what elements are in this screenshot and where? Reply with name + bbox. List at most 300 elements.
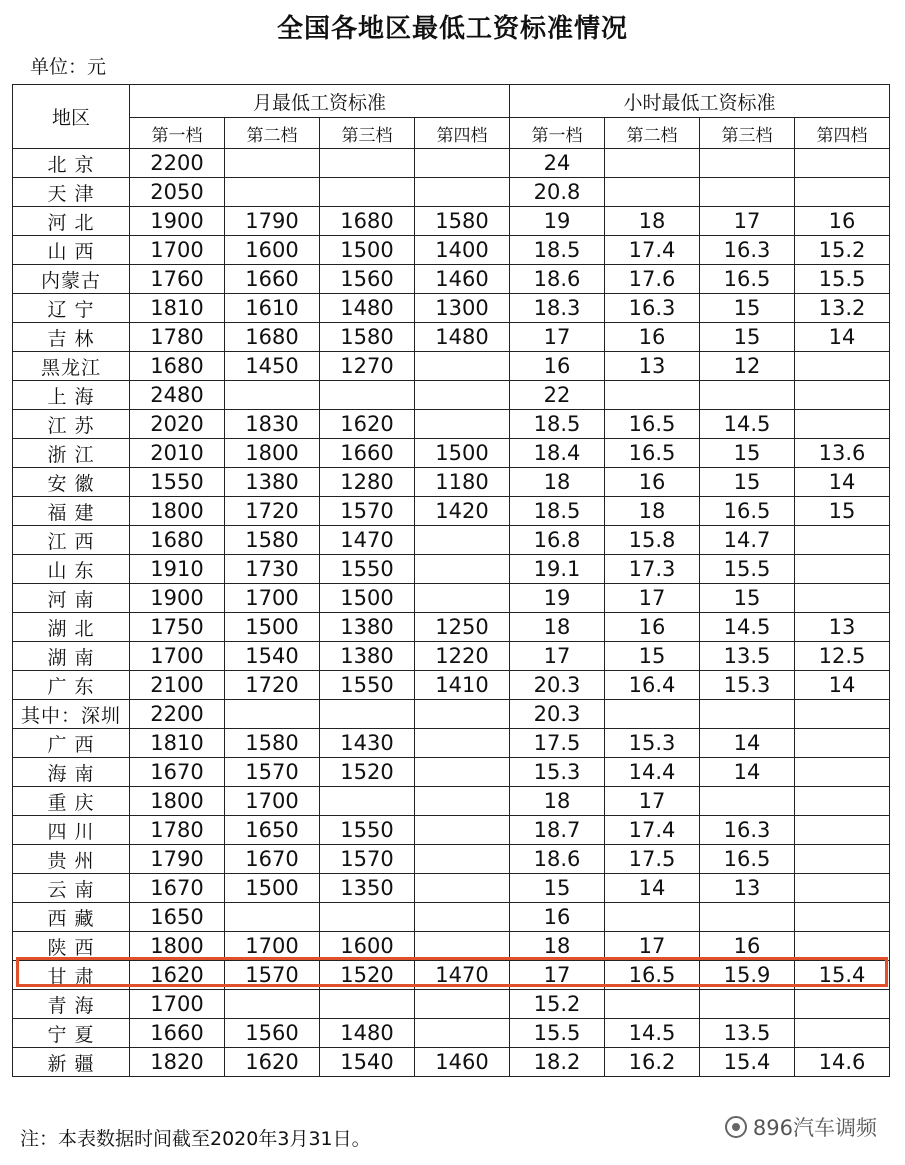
table-row <box>13 236 890 265</box>
hourly-tier-4-cell <box>795 381 890 410</box>
monthly-tier-3-cell <box>320 903 415 932</box>
monthly-tier-3-cell: 1350 <box>320 874 415 903</box>
monthly-tier-1-cell: 1810 <box>130 294 225 323</box>
hourly-tier-2-cell: 14.5 <box>605 1019 700 1048</box>
monthly-tier-4-cell <box>415 149 510 178</box>
monthly-tier-2-cell <box>225 700 320 729</box>
region-cell: 江 苏 <box>13 410 130 439</box>
hourly-tier-2-cell: 16.5 <box>605 410 700 439</box>
hourly-tier-2-cell: 13 <box>605 352 700 381</box>
table-row <box>13 265 890 294</box>
hourly-tier-1-cell: 18.5 <box>510 236 605 265</box>
monthly-tier-4-cell <box>415 1019 510 1048</box>
watermark <box>725 1112 877 1142</box>
hourly-tier-3-cell: 15 <box>700 439 795 468</box>
hourly-tier-2-cell <box>605 990 700 1019</box>
hourly-tier-3-cell: 17 <box>700 207 795 236</box>
region-cell: 浙 江 <box>13 439 130 468</box>
monthly-tier-4-cell: 1300 <box>415 294 510 323</box>
monthly-tier-1-cell: 1900 <box>130 584 225 613</box>
monthly-tier-3-header: 第三档 <box>320 118 415 149</box>
hourly-tier-2-cell <box>605 178 700 207</box>
hourly-tier-4-cell: 14 <box>795 323 890 352</box>
monthly-tier-4-cell: 1470 <box>415 961 510 990</box>
region-cell: 海 南 <box>13 758 130 787</box>
monthly-tier-4-cell <box>415 903 510 932</box>
monthly-tier-3-cell: 1380 <box>320 642 415 671</box>
hourly-tier-3-cell: 13.5 <box>700 642 795 671</box>
monthly-tier-3-cell: 1600 <box>320 932 415 961</box>
monthly-tier-1-cell: 1910 <box>130 555 225 584</box>
monthly-tier-1-cell: 2200 <box>130 700 225 729</box>
hourly-tier-4-cell: 14 <box>795 671 890 700</box>
monthly-tier-1-cell: 1670 <box>130 758 225 787</box>
hourly-tier-4-cell <box>795 410 890 439</box>
monthly-tier-1-cell: 1790 <box>130 845 225 874</box>
hourly-tier-1-cell: 15 <box>510 874 605 903</box>
monthly-tier-1-cell: 1820 <box>130 1048 225 1077</box>
monthly-tier-1-cell: 1780 <box>130 816 225 845</box>
hourly-tier-3-cell: 15.9 <box>700 961 795 990</box>
monthly-tier-2-header: 第二档 <box>225 118 320 149</box>
region-header: 地区 <box>13 85 130 149</box>
monthly-tier-3-cell <box>320 381 415 410</box>
region-cell: 四 川 <box>13 816 130 845</box>
hourly-tier-2-cell: 18 <box>605 497 700 526</box>
page-title: 全国各地区最低工资标准情况 <box>276 14 628 44</box>
monthly-tier-1-cell: 1810 <box>130 729 225 758</box>
monthly-tier-4-cell: 1220 <box>415 642 510 671</box>
monthly-tier-4-cell: 1480 <box>415 323 510 352</box>
region-cell: 湖 南 <box>13 642 130 671</box>
region-cell: 甘 肃 <box>13 961 130 990</box>
minimum-wage-table <box>12 84 890 1077</box>
hourly-tier-1-cell: 19 <box>510 584 605 613</box>
monthly-tier-2-cell: 1450 <box>225 352 320 381</box>
monthly-tier-3-cell: 1380 <box>320 613 415 642</box>
monthly-tier-3-cell <box>320 787 415 816</box>
monthly-tier-4-cell <box>415 584 510 613</box>
hourly-tier-1-cell: 18 <box>510 787 605 816</box>
hourly-tier-1-cell: 20.3 <box>510 700 605 729</box>
hourly-tier-3-cell: 16.3 <box>700 236 795 265</box>
hourly-tier-3-cell: 14 <box>700 729 795 758</box>
hourly-tier-1-cell: 18.6 <box>510 265 605 294</box>
monthly-tier-3-cell: 1470 <box>320 526 415 555</box>
monthly-tier-4-cell: 1410 <box>415 671 510 700</box>
hourly-tier-4-cell <box>795 352 890 381</box>
monthly-tier-3-cell: 1550 <box>320 671 415 700</box>
monthly-tier-4-cell: 1580 <box>415 207 510 236</box>
monthly-tier-3-cell: 1660 <box>320 439 415 468</box>
hourly-tier-1-cell: 20.8 <box>510 178 605 207</box>
monthly-tier-4-cell <box>415 787 510 816</box>
monthly-tier-2-cell: 1580 <box>225 526 320 555</box>
hourly-tier-4-cell <box>795 149 890 178</box>
hourly-tier-1-cell: 18.6 <box>510 845 605 874</box>
monthly-tier-4-cell: 1250 <box>415 613 510 642</box>
monthly-tier-4-cell <box>415 410 510 439</box>
hourly-tier-2-cell: 17.4 <box>605 236 700 265</box>
hourly-tier-3-cell: 15 <box>700 294 795 323</box>
hourly-tier-3-cell: 15.5 <box>700 555 795 584</box>
hourly-tier-2-header: 第二档 <box>605 118 700 149</box>
hourly-tier-2-cell: 14 <box>605 874 700 903</box>
hourly-tier-1-cell: 18.2 <box>510 1048 605 1077</box>
region-cell: 辽 宁 <box>13 294 130 323</box>
hourly-tier-1-cell: 18.5 <box>510 410 605 439</box>
region-cell: 新 疆 <box>13 1048 130 1077</box>
hourly-tier-2-cell <box>605 381 700 410</box>
region-cell: 云 南 <box>13 874 130 903</box>
region-cell: 河 南 <box>13 584 130 613</box>
monthly-tier-1-cell: 1800 <box>130 787 225 816</box>
hourly-tier-1-cell: 18.5 <box>510 497 605 526</box>
monthly-tier-1-cell: 1780 <box>130 323 225 352</box>
monthly-tier-1-cell: 1750 <box>130 613 225 642</box>
hourly-tier-1-cell: 18.4 <box>510 439 605 468</box>
hourly-tier-3-cell: 15 <box>700 323 795 352</box>
hourly-tier-4-cell: 15.5 <box>795 265 890 294</box>
hourly-tier-3-cell: 16.3 <box>700 816 795 845</box>
region-cell: 广 西 <box>13 729 130 758</box>
monthly-tier-1-cell: 2050 <box>130 178 225 207</box>
monthly-tier-3-cell <box>320 990 415 1019</box>
monthly-tier-2-cell: 1500 <box>225 874 320 903</box>
table-row <box>13 410 890 439</box>
hourly-tier-4-cell <box>795 729 890 758</box>
hourly-tier-2-cell: 18 <box>605 207 700 236</box>
hourly-tier-4-cell <box>795 932 890 961</box>
monthly-tier-3-cell: 1520 <box>320 758 415 787</box>
hourly-tier-2-cell: 15.8 <box>605 526 700 555</box>
hourly-tier-3-cell: 13.5 <box>700 1019 795 1048</box>
hourly-tier-4-cell <box>795 700 890 729</box>
hourly-tier-4-cell <box>795 874 890 903</box>
table-row <box>13 207 890 236</box>
monthly-tier-3-cell <box>320 149 415 178</box>
hourly-tier-4-cell: 12.5 <box>795 642 890 671</box>
hourly-tier-1-cell: 18.3 <box>510 294 605 323</box>
monthly-tier-2-cell: 1660 <box>225 265 320 294</box>
monthly-tier-2-cell: 1730 <box>225 555 320 584</box>
region-cell: 陕 西 <box>13 932 130 961</box>
hourly-tier-4-cell: 13 <box>795 613 890 642</box>
hourly-tier-4-cell <box>795 1019 890 1048</box>
monthly-tier-4-cell <box>415 381 510 410</box>
monthly-tier-1-cell: 1670 <box>130 874 225 903</box>
monthly-tier-3-cell: 1560 <box>320 265 415 294</box>
monthly-tier-2-cell: 1700 <box>225 584 320 613</box>
region-cell: 福 建 <box>13 497 130 526</box>
monthly-tier-1-cell: 2200 <box>130 149 225 178</box>
monthly-tier-2-cell: 1720 <box>225 671 320 700</box>
monthly-tier-4-cell <box>415 352 510 381</box>
hourly-tier-1-cell: 16 <box>510 352 605 381</box>
hourly-tier-2-cell: 17.3 <box>605 555 700 584</box>
monthly-tier-4-cell: 1180 <box>415 468 510 497</box>
table-row <box>13 671 890 700</box>
monthly-tier-4-cell: 1460 <box>415 265 510 294</box>
hourly-tier-4-cell <box>795 990 890 1019</box>
monthly-tier-2-cell: 1610 <box>225 294 320 323</box>
hourly-tier-1-cell: 17 <box>510 642 605 671</box>
monthly-tier-2-cell: 1580 <box>225 729 320 758</box>
monthly-tier-2-cell: 1570 <box>225 961 320 990</box>
monthly-tier-4-cell: 1460 <box>415 1048 510 1077</box>
region-cell: 上 海 <box>13 381 130 410</box>
hourly-tier-3-cell: 14 <box>700 758 795 787</box>
monthly-tier-1-cell: 1680 <box>130 352 225 381</box>
monthly-tier-4-cell <box>415 874 510 903</box>
table-row <box>13 497 890 526</box>
monthly-tier-3-cell: 1270 <box>320 352 415 381</box>
region-cell: 黑龙江 <box>13 352 130 381</box>
hourly-tier-2-cell: 16.5 <box>605 439 700 468</box>
hourly-tier-1-header: 第一档 <box>510 118 605 149</box>
table-row <box>13 613 890 642</box>
monthly-tier-2-cell: 1830 <box>225 410 320 439</box>
table-row <box>13 787 890 816</box>
hourly-tier-3-cell: 16 <box>700 932 795 961</box>
hourly-tier-1-cell: 16.8 <box>510 526 605 555</box>
hourly-tier-3-cell <box>700 149 795 178</box>
monthly-tier-2-cell: 1720 <box>225 497 320 526</box>
region-cell: 西 藏 <box>13 903 130 932</box>
table-row <box>13 323 890 352</box>
region-cell: 广 东 <box>13 671 130 700</box>
hourly-tier-1-cell: 22 <box>510 381 605 410</box>
hourly-tier-3-cell: 15 <box>700 584 795 613</box>
table-row <box>13 729 890 758</box>
hourly-tier-2-cell: 16 <box>605 468 700 497</box>
hourly-tier-4-cell <box>795 903 890 932</box>
table-row <box>13 526 890 555</box>
monthly-header: 月最低工资标准 <box>130 85 510 118</box>
hourly-tier-3-cell: 12 <box>700 352 795 381</box>
wechat-channel-icon <box>725 1116 747 1138</box>
region-cell: 内蒙古 <box>13 265 130 294</box>
hourly-tier-3-cell <box>700 178 795 207</box>
region-cell: 吉 林 <box>13 323 130 352</box>
hourly-tier-4-cell: 14.6 <box>795 1048 890 1077</box>
region-cell: 北 京 <box>13 149 130 178</box>
monthly-tier-2-cell: 1620 <box>225 1048 320 1077</box>
monthly-tier-4-cell <box>415 700 510 729</box>
hourly-tier-1-cell: 18 <box>510 468 605 497</box>
monthly-tier-4-cell <box>415 178 510 207</box>
hourly-tier-2-cell <box>605 903 700 932</box>
table-row <box>13 439 890 468</box>
table-row <box>13 381 890 410</box>
monthly-tier-2-cell: 1570 <box>225 758 320 787</box>
monthly-tier-2-cell: 1560 <box>225 1019 320 1048</box>
monthly-tier-1-cell: 1660 <box>130 1019 225 1048</box>
monthly-tier-1-cell: 2480 <box>130 381 225 410</box>
hourly-tier-4-cell <box>795 584 890 613</box>
hourly-tier-2-cell: 14.4 <box>605 758 700 787</box>
hourly-tier-2-cell: 17.5 <box>605 845 700 874</box>
hourly-tier-4-cell <box>795 787 890 816</box>
monthly-tier-3-cell: 1480 <box>320 1019 415 1048</box>
monthly-tier-1-cell: 1700 <box>130 236 225 265</box>
hourly-tier-4-cell: 16 <box>795 207 890 236</box>
monthly-tier-4-cell: 1420 <box>415 497 510 526</box>
monthly-tier-4-cell <box>415 526 510 555</box>
hourly-tier-1-cell: 20.3 <box>510 671 605 700</box>
hourly-tier-4-cell <box>795 758 890 787</box>
table-row <box>13 468 890 497</box>
monthly-tier-1-cell: 1620 <box>130 961 225 990</box>
monthly-tier-2-cell: 1680 <box>225 323 320 352</box>
table-row <box>13 932 890 961</box>
hourly-tier-2-cell: 17 <box>605 787 700 816</box>
table-row <box>13 758 890 787</box>
region-cell: 其中：深圳 <box>13 700 130 729</box>
table-row <box>13 642 890 671</box>
hourly-tier-1-cell: 15.3 <box>510 758 605 787</box>
monthly-tier-1-cell: 1550 <box>130 468 225 497</box>
region-cell: 宁 夏 <box>13 1019 130 1048</box>
monthly-tier-3-cell: 1480 <box>320 294 415 323</box>
hourly-tier-2-cell: 16 <box>605 323 700 352</box>
hourly-tier-3-cell: 16.5 <box>700 845 795 874</box>
monthly-tier-1-cell: 1900 <box>130 207 225 236</box>
monthly-tier-2-cell: 1380 <box>225 468 320 497</box>
monthly-tier-4-cell <box>415 729 510 758</box>
monthly-tier-2-cell: 1600 <box>225 236 320 265</box>
monthly-tier-2-cell <box>225 381 320 410</box>
monthly-tier-2-cell <box>225 990 320 1019</box>
hourly-tier-3-cell <box>700 787 795 816</box>
monthly-tier-3-cell <box>320 178 415 207</box>
monthly-tier-2-cell: 1790 <box>225 207 320 236</box>
monthly-tier-2-cell: 1650 <box>225 816 320 845</box>
hourly-tier-4-cell <box>795 526 890 555</box>
monthly-tier-1-cell: 1700 <box>130 642 225 671</box>
monthly-tier-1-header: 第一档 <box>130 118 225 149</box>
monthly-tier-3-cell: 1500 <box>320 584 415 613</box>
hourly-tier-2-cell: 17.4 <box>605 816 700 845</box>
monthly-tier-1-cell: 1760 <box>130 265 225 294</box>
monthly-tier-2-cell <box>225 178 320 207</box>
hourly-tier-4-cell: 13.6 <box>795 439 890 468</box>
monthly-tier-4-cell <box>415 555 510 584</box>
hourly-tier-1-cell: 19 <box>510 207 605 236</box>
monthly-tier-2-cell: 1700 <box>225 932 320 961</box>
region-cell: 重 庆 <box>13 787 130 816</box>
table-row <box>13 845 890 874</box>
monthly-tier-3-cell: 1550 <box>320 816 415 845</box>
monthly-tier-1-cell: 2010 <box>130 439 225 468</box>
hourly-tier-3-cell: 14.7 <box>700 526 795 555</box>
monthly-tier-2-cell <box>225 903 320 932</box>
unit-label: 单位：元 <box>30 56 107 78</box>
monthly-tier-1-cell: 1700 <box>130 990 225 1019</box>
hourly-tier-2-cell: 15.3 <box>605 729 700 758</box>
monthly-tier-4-cell <box>415 990 510 1019</box>
hourly-tier-2-cell: 15 <box>605 642 700 671</box>
monthly-tier-4-cell: 1400 <box>415 236 510 265</box>
table-row <box>13 178 890 207</box>
footnote: 注：本表数据时间截至2020年3月31日。 <box>20 1128 371 1150</box>
table-row <box>13 149 890 178</box>
table-row <box>13 1048 890 1077</box>
hourly-tier-3-cell <box>700 381 795 410</box>
monthly-tier-3-cell: 1620 <box>320 410 415 439</box>
region-cell: 江 西 <box>13 526 130 555</box>
monthly-tier-1-cell: 1800 <box>130 932 225 961</box>
monthly-tier-4-header: 第四档 <box>415 118 510 149</box>
monthly-tier-3-cell: 1280 <box>320 468 415 497</box>
monthly-tier-3-cell: 1570 <box>320 497 415 526</box>
watermark-text: 896汽车调频 <box>752 1116 877 1140</box>
monthly-tier-3-cell: 1550 <box>320 555 415 584</box>
hourly-tier-4-cell <box>795 845 890 874</box>
hourly-tier-2-cell: 16.3 <box>605 294 700 323</box>
table-row <box>13 903 890 932</box>
region-cell: 山 东 <box>13 555 130 584</box>
hourly-tier-4-cell: 14 <box>795 468 890 497</box>
table-row <box>13 874 890 903</box>
monthly-tier-4-cell <box>415 845 510 874</box>
hourly-tier-2-cell <box>605 149 700 178</box>
monthly-tier-3-cell <box>320 700 415 729</box>
monthly-tier-4-cell: 1500 <box>415 439 510 468</box>
table-row <box>13 352 890 381</box>
monthly-tier-3-cell: 1680 <box>320 207 415 236</box>
hourly-tier-3-cell: 16.5 <box>700 497 795 526</box>
table-body <box>13 149 890 1077</box>
hourly-tier-2-cell: 16.5 <box>605 961 700 990</box>
hourly-tier-3-cell: 15.3 <box>700 671 795 700</box>
monthly-tier-3-cell: 1430 <box>320 729 415 758</box>
region-cell: 湖 北 <box>13 613 130 642</box>
hourly-tier-1-cell: 17 <box>510 323 605 352</box>
hourly-tier-4-cell: 13.2 <box>795 294 890 323</box>
monthly-tier-3-cell: 1520 <box>320 961 415 990</box>
hourly-tier-1-cell: 17.5 <box>510 729 605 758</box>
region-cell: 安 徽 <box>13 468 130 497</box>
monthly-tier-1-cell: 1650 <box>130 903 225 932</box>
region-cell: 青 海 <box>13 990 130 1019</box>
monthly-tier-3-cell: 1500 <box>320 236 415 265</box>
hourly-tier-2-cell: 16 <box>605 613 700 642</box>
monthly-tier-2-cell: 1670 <box>225 845 320 874</box>
monthly-tier-2-cell <box>225 149 320 178</box>
region-cell: 山 西 <box>13 236 130 265</box>
monthly-tier-1-cell: 1680 <box>130 526 225 555</box>
hourly-tier-4-cell <box>795 178 890 207</box>
region-cell: 贵 州 <box>13 845 130 874</box>
monthly-tier-3-cell: 1540 <box>320 1048 415 1077</box>
hourly-tier-1-cell: 15.5 <box>510 1019 605 1048</box>
hourly-tier-2-cell: 17 <box>605 584 700 613</box>
hourly-tier-1-cell: 15.2 <box>510 990 605 1019</box>
table-row <box>13 816 890 845</box>
hourly-tier-3-cell: 14.5 <box>700 410 795 439</box>
hourly-tier-1-cell: 19.1 <box>510 555 605 584</box>
monthly-tier-2-cell: 1800 <box>225 439 320 468</box>
hourly-tier-1-cell: 16 <box>510 903 605 932</box>
region-cell: 天 津 <box>13 178 130 207</box>
monthly-tier-2-cell: 1540 <box>225 642 320 671</box>
hourly-tier-3-header: 第三档 <box>700 118 795 149</box>
hourly-tier-2-cell: 17.6 <box>605 265 700 294</box>
monthly-tier-4-cell <box>415 932 510 961</box>
hourly-tier-4-cell: 15 <box>795 497 890 526</box>
hourly-tier-3-cell: 16.5 <box>700 265 795 294</box>
